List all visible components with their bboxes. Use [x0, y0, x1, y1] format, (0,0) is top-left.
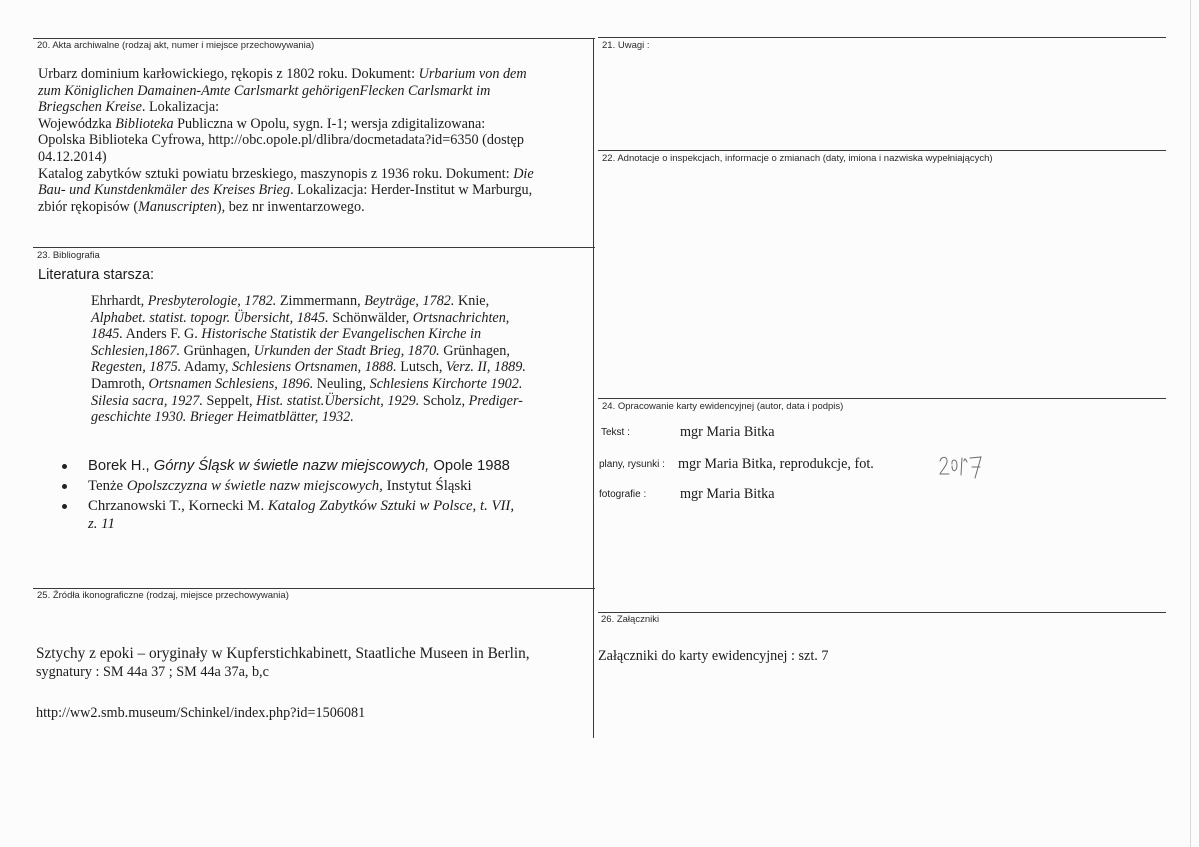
- section-25-label: 25. Źródła ikonograficzne (rodzaj, miejsce przechowywania): [37, 590, 289, 601]
- section-22-label: 22. Adnotacje o inspekcjach, informacje o zmianach (daty, imiona i nazwiska wypełniających): [602, 153, 993, 164]
- bibliography-item-line: Tenże Opolszczyzna w świetle nazw miejscowych, Instytut Śląski: [88, 478, 472, 494]
- archive-text-line: zbiór rękopisów (Manuscripten), bez nr inwentarzowego.: [38, 198, 365, 215]
- bibliography-older-line: 1845. Anders F. G. Historische Statistik der Evangelischen Kirche in: [91, 326, 482, 343]
- bibliography-item-line: Chrzanowski T., Kornecki M. Katalog Zabytków Sztuki w Polsce, t. VII,: [88, 498, 515, 514]
- rule-22: [598, 150, 1166, 151]
- archive-text-line: Wojewódzka Biblioteka Publiczna w Opolu, sygn. I-1; wersja zdigitalizowana:: [38, 115, 486, 132]
- bullet-icon: [62, 504, 67, 509]
- archive-text-line: Opolska Biblioteka Cyfrowa, http://obc.opole.pl/dlibra/docmetadata?id=6350 (dostęp: [38, 132, 524, 149]
- rule-26: [598, 612, 1166, 613]
- archive-text-line: Urbarz dominium karłowickiego, rękopis z 1802 roku. Dokument: Urbarium von dem: [38, 66, 527, 82]
- section-20-text: [38, 66, 534, 215]
- archive-text-line: Katalog zabytków sztuki powiatu brzeskiego, maszynopis z 1936 roku. Dokument: Die: [38, 165, 534, 182]
- bibliography-item-line: Borek H., Górny Śląsk w świetle nazw miejscowych, Opole 1988: [88, 458, 510, 474]
- rule-23: [33, 247, 595, 248]
- iconography-line-2: sygnatury : SM 44a 37 ; SM 44a 37a, b,c: [36, 664, 269, 680]
- column-divider: [593, 38, 594, 738]
- bibliography-item: [88, 457, 510, 475]
- bibliography-older-line: Silesia sacra, 1927. Seppelt, Hist. statist.Übersicht, 1929. Scholz, Prediger-: [91, 392, 523, 409]
- bibliography-older-line: Damroth, Ortsnamen Schlesiens, 1896. Neuling, Schlesiens Kirchorte 1902.: [91, 375, 523, 392]
- handwritten-year-signature: [938, 452, 988, 482]
- section-21-label: 21. Uwagi :: [602, 40, 650, 51]
- section-20-label: 20. Akta archiwalne (rodzaj akt, numer i miejsce przechowywania): [37, 40, 315, 51]
- bibliography-item-line: z. 11: [88, 516, 115, 532]
- rule-25: [33, 588, 595, 589]
- archive-text-line: 04.12.2014): [38, 148, 107, 165]
- section-23-label: 23. Bibliografia: [37, 250, 100, 261]
- iconography-line-1: Sztychy z epoki – oryginały w Kupferstichkabinett, Staatliche Museen in Berlin,: [36, 645, 530, 662]
- top-rule-right: [598, 37, 1166, 38]
- author-photos-value: mgr Maria Bitka: [680, 486, 775, 502]
- top-rule-left: [33, 38, 595, 39]
- bibliography-older-line: Schlesien,1867. Grünhagen, Urkunden der Stadt Brieg, 1870. Grünhagen,: [91, 342, 510, 359]
- older-literature-text: [91, 293, 526, 426]
- scan-edge-right: [1190, 0, 1191, 847]
- bullet-icon: [62, 464, 67, 469]
- bullet-icon: [62, 484, 67, 489]
- bibliography-older-line: Ehrhardt, Presbyterologie, 1782. Zimmermann, Beyträge, 1782. Knie,: [91, 293, 490, 309]
- bibliography-older-line: geschichte 1930. Brieger Heimatblätter, 1932.: [91, 409, 354, 426]
- bibliography-item: [88, 477, 472, 495]
- section-24-label: 24. Opracowanie karty ewidencyjnej (autor, data i podpis): [602, 401, 844, 412]
- older-literature-heading: Literatura starsza:: [38, 267, 155, 283]
- archive-text-line: zum Königlichen Damainen-Amte Carlsmarkt gehörigenFlecken Carlsmarkt im: [38, 82, 491, 99]
- bibliography-older-line: Alphabet. statist. topogr. Übersicht, 1845. Schönwälder, Ortsnachrichten,: [91, 309, 510, 326]
- archive-text-line: Briegschen Kreise. Lokalizacja:: [38, 99, 220, 116]
- author-text-label: Tekst :: [601, 427, 630, 438]
- rule-24: [598, 398, 1166, 399]
- attachments-text: Załączniki do karty ewidencyjnej : szt. 7: [598, 648, 829, 664]
- author-drawings-label: plany, rysunki :: [599, 459, 665, 470]
- iconography-url: http://ww2.smb.museum/Schinkel/index.php?id=1506081: [36, 705, 366, 721]
- author-photos-label: fotografie :: [599, 489, 647, 500]
- archive-text-line: Bau- und Kunstdenkmäler des Kreises Brieg. Lokalizacja: Herder-Institut w Marburgu,: [38, 182, 533, 199]
- author-drawings-value: mgr Maria Bitka, reprodukcje, fot.: [678, 456, 874, 472]
- bibliography-older-line: Regesten, 1875. Adamy, Schlesiens Ortsnamen, 1888. Lutsch, Verz. II, 1889.: [91, 359, 526, 376]
- section-26-label: 26. Załączniki: [601, 614, 660, 625]
- bibliography-item: [88, 497, 514, 533]
- author-text-value: mgr Maria Bitka: [680, 424, 775, 440]
